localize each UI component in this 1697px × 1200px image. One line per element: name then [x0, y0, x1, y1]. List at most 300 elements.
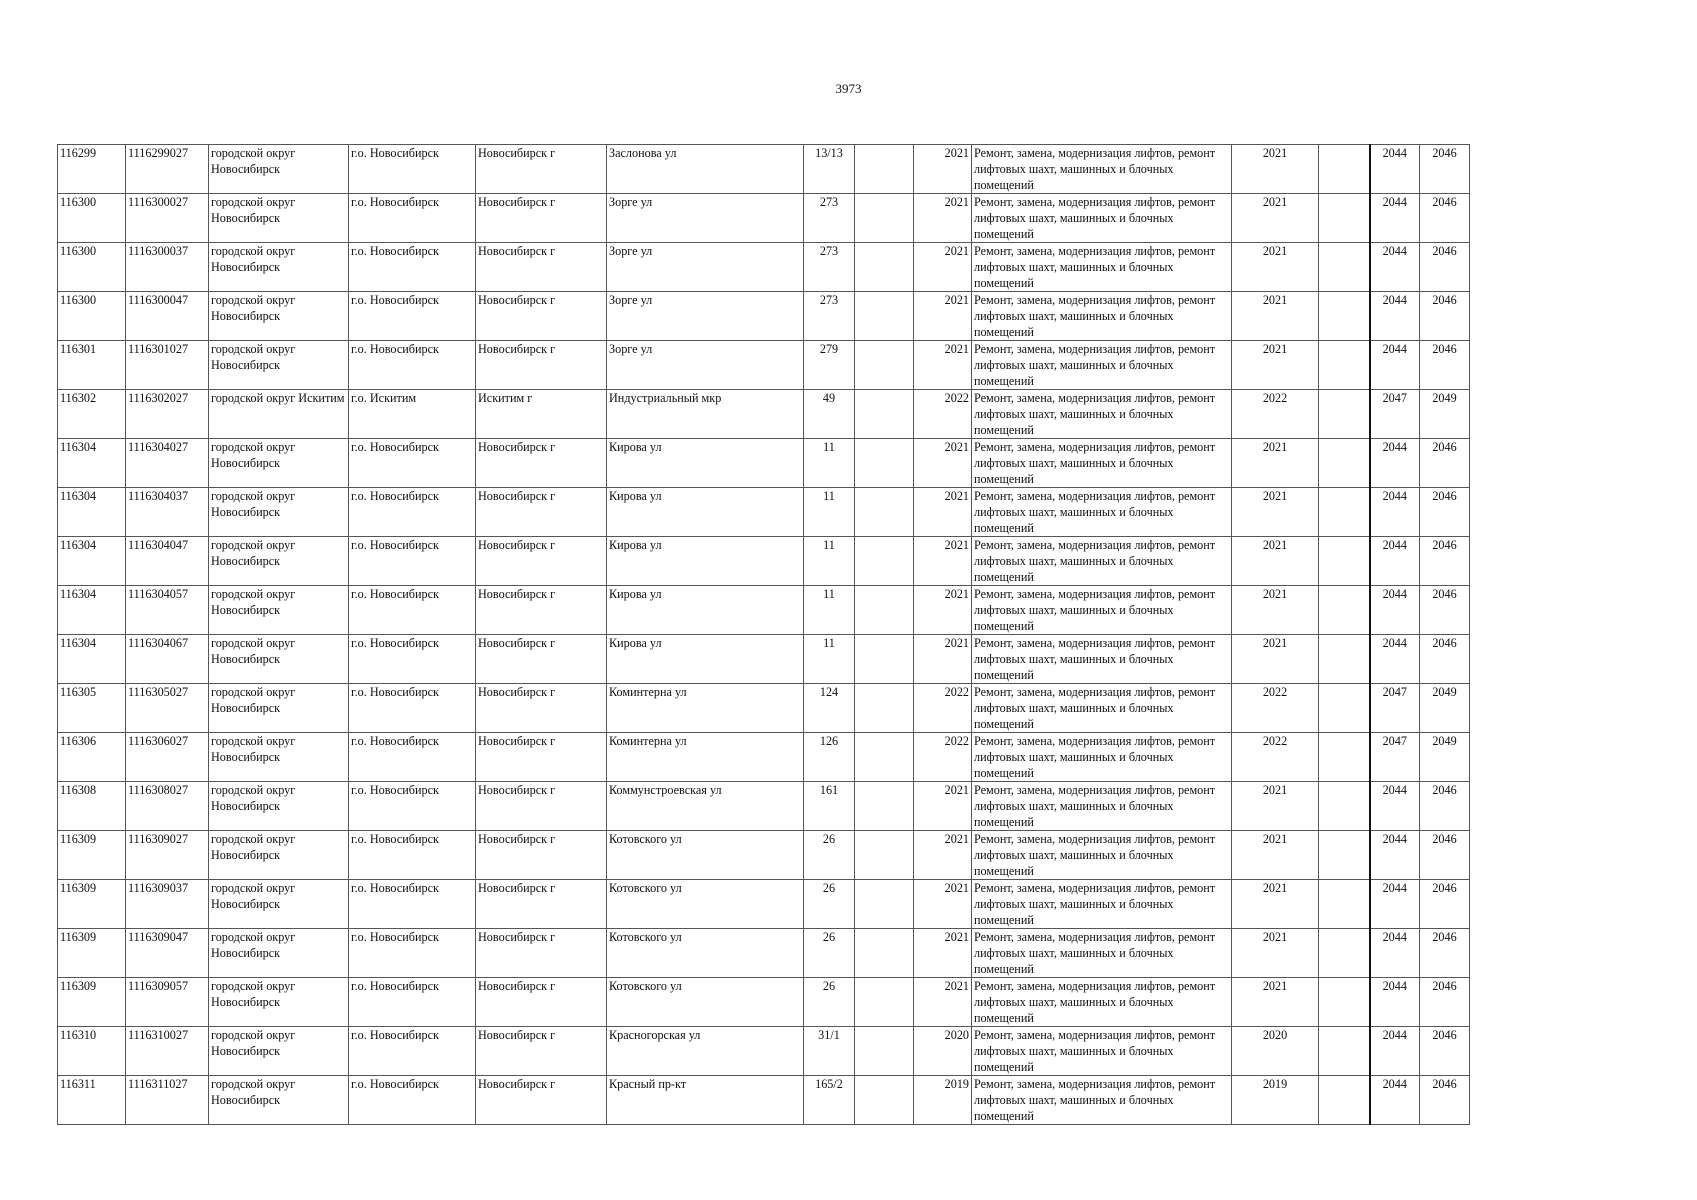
cell-year-from: 2047 [1370, 733, 1420, 782]
cell-year-from: 2044 [1370, 1027, 1420, 1076]
cell-work-type: Ремонт, замена, модернизация лифтов, ремонт лифтовых шахт, машинных и блочных помещений [972, 488, 1232, 537]
cell-year: 2021 [914, 145, 972, 194]
cell-code: 1116308027 [126, 782, 209, 831]
cell-work-type: Ремонт, замена, модернизация лифтов, ремонт лифтовых шахт, машинных и блочных помещений [972, 880, 1232, 929]
table-row [58, 1027, 1470, 1076]
cell-locality: Новосибирск г [476, 194, 607, 243]
cell-id: 116306 [58, 733, 126, 782]
cell-locality: Новосибирск г [476, 439, 607, 488]
cell-house: 279 [804, 341, 855, 390]
cell-locality: Новосибирск г [476, 292, 607, 341]
cell-municipality: городской округ Новосибирск [209, 586, 349, 635]
cell-year-from: 2044 [1370, 831, 1420, 880]
cell-id: 116300 [58, 243, 126, 292]
cell-work-type: Ремонт, замена, модернизация лифтов, ремонт лифтовых шахт, машинных и блочных помещений [972, 978, 1232, 1027]
cell-work-year: 2019 [1232, 1076, 1319, 1125]
cell-district: г.о. Новосибирск [349, 782, 476, 831]
cell-code: 1116310027 [126, 1027, 209, 1076]
cell-code: 1116300047 [126, 292, 209, 341]
cell-code: 1116304067 [126, 635, 209, 684]
cell-blank [1319, 243, 1370, 292]
table-row [58, 341, 1470, 390]
cell-work-type: Ремонт, замена, модернизация лифтов, ремонт лифтовых шахт, машинных и блочных помещений [972, 145, 1232, 194]
cell-blank [1319, 439, 1370, 488]
table-row [58, 978, 1470, 1027]
table-row [58, 684, 1470, 733]
table-row [58, 586, 1470, 635]
cell-year-to: 2046 [1420, 243, 1470, 292]
cell-work-type: Ремонт, замена, модернизация лифтов, ремонт лифтовых шахт, машинных и блочных помещений [972, 243, 1232, 292]
cell-district: г.о. Новосибирск [349, 1076, 476, 1125]
cell-year: 2021 [914, 194, 972, 243]
cell-year-to: 2046 [1420, 194, 1470, 243]
cell-street: Коминтерна ул [607, 733, 804, 782]
cell-house: 26 [804, 929, 855, 978]
cell-work-type: Ремонт, замена, модернизация лифтов, ремонт лифтовых шахт, машинных и блочных помещений [972, 292, 1232, 341]
cell-house: 11 [804, 439, 855, 488]
cell-district: г.о. Новосибирск [349, 733, 476, 782]
cell-blank [1319, 1027, 1370, 1076]
cell-house: 273 [804, 292, 855, 341]
cell-id: 116311 [58, 1076, 126, 1125]
cell-work-type: Ремонт, замена, модернизация лифтов, ремонт лифтовых шахт, машинных и блочных помещений [972, 586, 1232, 635]
cell-work-type: Ремонт, замена, модернизация лифтов, ремонт лифтовых шахт, машинных и блочных помещений [972, 390, 1232, 439]
cell-locality: Новосибирск г [476, 733, 607, 782]
cell-street: Зорге ул [607, 243, 804, 292]
cell-code: 1116309027 [126, 831, 209, 880]
cell-year-to: 2046 [1420, 831, 1470, 880]
cell-street: Кирова ул [607, 537, 804, 586]
cell-year-to: 2046 [1420, 929, 1470, 978]
cell-extra [855, 243, 914, 292]
cell-year-from: 2044 [1370, 243, 1420, 292]
table-row [58, 537, 1470, 586]
cell-house: 26 [804, 831, 855, 880]
cell-district: г.о. Новосибирск [349, 831, 476, 880]
cell-year-from: 2044 [1370, 978, 1420, 1027]
cell-id: 116309 [58, 929, 126, 978]
cell-house: 11 [804, 635, 855, 684]
cell-street: Котовского ул [607, 929, 804, 978]
cell-blank [1319, 831, 1370, 880]
cell-work-year: 2021 [1232, 145, 1319, 194]
cell-blank [1319, 145, 1370, 194]
cell-code: 1116305027 [126, 684, 209, 733]
cell-year: 2021 [914, 635, 972, 684]
cell-work-year: 2021 [1232, 537, 1319, 586]
cell-blank [1319, 635, 1370, 684]
cell-year-to: 2046 [1420, 488, 1470, 537]
cell-municipality: городской округ Новосибирск [209, 782, 349, 831]
cell-street: Котовского ул [607, 880, 804, 929]
cell-work-year: 2021 [1232, 292, 1319, 341]
table-row [58, 635, 1470, 684]
cell-district: г.о. Новосибирск [349, 488, 476, 537]
cell-work-year: 2021 [1232, 831, 1319, 880]
cell-year-from: 2044 [1370, 586, 1420, 635]
cell-work-year: 2021 [1232, 194, 1319, 243]
cell-extra [855, 439, 914, 488]
cell-district: г.о. Новосибирск [349, 880, 476, 929]
cell-work-year: 2021 [1232, 880, 1319, 929]
cell-year: 2021 [914, 929, 972, 978]
cell-house: 273 [804, 194, 855, 243]
cell-year-from: 2044 [1370, 929, 1420, 978]
cell-year: 2021 [914, 880, 972, 929]
cell-locality: Новосибирск г [476, 782, 607, 831]
cell-id: 116302 [58, 390, 126, 439]
cell-work-type: Ремонт, замена, модернизация лифтов, ремонт лифтовых шахт, машинных и блочных помещений [972, 537, 1232, 586]
table-row [58, 145, 1470, 194]
cell-street: Коммунстроевская ул [607, 782, 804, 831]
cell-street: Котовского ул [607, 978, 804, 1027]
table-row [58, 929, 1470, 978]
cell-id: 116304 [58, 537, 126, 586]
cell-house: 273 [804, 243, 855, 292]
cell-municipality: городской округ Новосибирск [209, 733, 349, 782]
cell-year-to: 2046 [1420, 1027, 1470, 1076]
cell-municipality: городской округ Новосибирск [209, 1027, 349, 1076]
cell-house: 124 [804, 684, 855, 733]
cell-year: 2021 [914, 488, 972, 537]
cell-extra [855, 831, 914, 880]
cell-id: 116304 [58, 439, 126, 488]
cell-extra [855, 782, 914, 831]
cell-extra [855, 586, 914, 635]
cell-code: 1116299027 [126, 145, 209, 194]
cell-extra [855, 733, 914, 782]
cell-work-year: 2021 [1232, 586, 1319, 635]
cell-locality: Искитим г [476, 390, 607, 439]
cell-work-year: 2022 [1232, 733, 1319, 782]
cell-house: 26 [804, 978, 855, 1027]
cell-blank [1319, 488, 1370, 537]
cell-house: 11 [804, 488, 855, 537]
cell-district: г.о. Новосибирск [349, 194, 476, 243]
cell-work-type: Ремонт, замена, модернизация лифтов, ремонт лифтовых шахт, машинных и блочных помещений [972, 439, 1232, 488]
cell-id: 116300 [58, 194, 126, 243]
cell-municipality: городской округ Новосибирск [209, 635, 349, 684]
cell-house: 13/13 [804, 145, 855, 194]
cell-district: г.о. Новосибирск [349, 586, 476, 635]
cell-year: 2021 [914, 439, 972, 488]
cell-extra [855, 488, 914, 537]
table-row [58, 782, 1470, 831]
cell-year-to: 2046 [1420, 341, 1470, 390]
cell-code: 1116309057 [126, 978, 209, 1027]
cell-district: г.о. Новосибирск [349, 145, 476, 194]
table-row [58, 292, 1470, 341]
cell-code: 1116306027 [126, 733, 209, 782]
cell-year-from: 2044 [1370, 635, 1420, 684]
cell-work-year: 2021 [1232, 243, 1319, 292]
cell-locality: Новосибирск г [476, 1076, 607, 1125]
cell-street: Кирова ул [607, 439, 804, 488]
cell-id: 116309 [58, 831, 126, 880]
cell-street: Кирова ул [607, 635, 804, 684]
cell-extra [855, 390, 914, 439]
cell-locality: Новосибирск г [476, 341, 607, 390]
cell-blank [1319, 684, 1370, 733]
cell-year-from: 2044 [1370, 341, 1420, 390]
table-row [58, 733, 1470, 782]
cell-district: г.о. Новосибирск [349, 978, 476, 1027]
cell-street: Кирова ул [607, 488, 804, 537]
cell-street: Зорге ул [607, 194, 804, 243]
registry-table [57, 144, 1470, 1125]
cell-street: Кирова ул [607, 586, 804, 635]
cell-id: 116310 [58, 1027, 126, 1076]
cell-work-type: Ремонт, замена, модернизация лифтов, ремонт лифтовых шахт, машинных и блочных помещений [972, 194, 1232, 243]
cell-year: 2022 [914, 733, 972, 782]
cell-blank [1319, 782, 1370, 831]
cell-house: 26 [804, 880, 855, 929]
cell-code: 1116302027 [126, 390, 209, 439]
cell-id: 116309 [58, 978, 126, 1027]
cell-locality: Новосибирск г [476, 586, 607, 635]
cell-id: 116308 [58, 782, 126, 831]
cell-district: г.о. Новосибирск [349, 439, 476, 488]
cell-blank [1319, 880, 1370, 929]
cell-house: 11 [804, 537, 855, 586]
cell-year-from: 2044 [1370, 782, 1420, 831]
cell-year-from: 2044 [1370, 1076, 1420, 1125]
cell-year: 2021 [914, 978, 972, 1027]
cell-id: 116304 [58, 635, 126, 684]
cell-work-type: Ремонт, замена, модернизация лифтов, ремонт лифтовых шахт, машинных и блочных помещений [972, 1076, 1232, 1125]
cell-year-from: 2044 [1370, 439, 1420, 488]
cell-work-year: 2021 [1232, 439, 1319, 488]
cell-work-year: 2021 [1232, 782, 1319, 831]
cell-code: 1116300037 [126, 243, 209, 292]
cell-blank [1319, 537, 1370, 586]
cell-code: 1116301027 [126, 341, 209, 390]
cell-street: Зорге ул [607, 292, 804, 341]
cell-extra [855, 635, 914, 684]
cell-work-type: Ремонт, замена, модернизация лифтов, ремонт лифтовых шахт, машинных и блочных помещений [972, 341, 1232, 390]
cell-work-year: 2021 [1232, 978, 1319, 1027]
cell-year-from: 2047 [1370, 390, 1420, 439]
cell-blank [1319, 733, 1370, 782]
cell-year: 2021 [914, 292, 972, 341]
cell-code: 1116311027 [126, 1076, 209, 1125]
cell-district: г.о. Новосибирск [349, 341, 476, 390]
cell-blank [1319, 586, 1370, 635]
cell-extra [855, 194, 914, 243]
cell-work-year: 2021 [1232, 635, 1319, 684]
cell-municipality: городской округ Новосибирск [209, 684, 349, 733]
cell-code: 1116309047 [126, 929, 209, 978]
cell-district: г.о. Новосибирск [349, 537, 476, 586]
cell-year: 2019 [914, 1076, 972, 1125]
cell-year-to: 2046 [1420, 978, 1470, 1027]
cell-street: Коминтерна ул [607, 684, 804, 733]
cell-house: 126 [804, 733, 855, 782]
cell-code: 1116304057 [126, 586, 209, 635]
cell-year-to: 2049 [1420, 390, 1470, 439]
cell-year-to: 2049 [1420, 733, 1470, 782]
cell-year-to: 2046 [1420, 635, 1470, 684]
cell-district: г.о. Новосибирск [349, 684, 476, 733]
cell-municipality: городской округ Новосибирск [209, 978, 349, 1027]
cell-year-to: 2046 [1420, 1076, 1470, 1125]
cell-id: 116301 [58, 341, 126, 390]
cell-year: 2021 [914, 537, 972, 586]
cell-municipality: городской округ Новосибирск [209, 831, 349, 880]
cell-district: г.о. Новосибирск [349, 929, 476, 978]
cell-house: 11 [804, 586, 855, 635]
cell-year: 2022 [914, 684, 972, 733]
cell-house: 165/2 [804, 1076, 855, 1125]
cell-municipality: городской округ Новосибирск [209, 929, 349, 978]
cell-street: Красногорская ул [607, 1027, 804, 1076]
cell-extra [855, 1027, 914, 1076]
cell-locality: Новосибирск г [476, 243, 607, 292]
cell-blank [1319, 929, 1370, 978]
cell-work-type: Ремонт, замена, модернизация лифтов, ремонт лифтовых шахт, машинных и блочных помещений [972, 1027, 1232, 1076]
cell-year-from: 2044 [1370, 537, 1420, 586]
cell-locality: Новосибирск г [476, 684, 607, 733]
table-row [58, 194, 1470, 243]
cell-house: 161 [804, 782, 855, 831]
cell-year-from: 2044 [1370, 880, 1420, 929]
cell-year: 2021 [914, 341, 972, 390]
cell-year-to: 2046 [1420, 292, 1470, 341]
cell-id: 116299 [58, 145, 126, 194]
cell-year: 2021 [914, 586, 972, 635]
cell-blank [1319, 292, 1370, 341]
cell-year-to: 2046 [1420, 145, 1470, 194]
cell-locality: Новосибирск г [476, 831, 607, 880]
cell-extra [855, 292, 914, 341]
cell-work-type: Ремонт, замена, модернизация лифтов, ремонт лифтовых шахт, машинных и блочных помещений [972, 831, 1232, 880]
cell-district: г.о. Новосибирск [349, 1027, 476, 1076]
cell-year: 2022 [914, 390, 972, 439]
cell-year-to: 2046 [1420, 586, 1470, 635]
cell-id: 116309 [58, 880, 126, 929]
cell-work-year: 2022 [1232, 684, 1319, 733]
cell-locality: Новосибирск г [476, 1027, 607, 1076]
cell-year-to: 2046 [1420, 537, 1470, 586]
cell-locality: Новосибирск г [476, 929, 607, 978]
cell-district: г.о. Новосибирск [349, 292, 476, 341]
cell-locality: Новосибирск г [476, 488, 607, 537]
cell-municipality: городской округ Новосибирск [209, 488, 349, 537]
cell-year-to: 2049 [1420, 684, 1470, 733]
cell-year-to: 2046 [1420, 439, 1470, 488]
cell-year-from: 2044 [1370, 488, 1420, 537]
cell-id: 116304 [58, 488, 126, 537]
cell-work-type: Ремонт, замена, модернизация лифтов, ремонт лифтовых шахт, машинных и блочных помещений [972, 733, 1232, 782]
cell-extra [855, 978, 914, 1027]
cell-code: 1116300027 [126, 194, 209, 243]
cell-year: 2020 [914, 1027, 972, 1076]
cell-district: г.о. Новосибирск [349, 635, 476, 684]
registry-body [58, 145, 1470, 1125]
cell-work-type: Ремонт, замена, модернизация лифтов, ремонт лифтовых шахт, машинных и блочных помещений [972, 635, 1232, 684]
cell-work-year: 2022 [1232, 390, 1319, 439]
cell-municipality: городской округ Новосибирск [209, 880, 349, 929]
cell-municipality: городской округ Новосибирск [209, 439, 349, 488]
cell-municipality: городской округ Новосибирск [209, 537, 349, 586]
cell-id: 116300 [58, 292, 126, 341]
cell-municipality: городской округ Новосибирск [209, 1076, 349, 1125]
cell-extra [855, 341, 914, 390]
cell-municipality: городской округ Искитим [209, 390, 349, 439]
cell-extra [855, 684, 914, 733]
cell-municipality: городской округ Новосибирск [209, 243, 349, 292]
cell-year-from: 2044 [1370, 292, 1420, 341]
cell-work-type: Ремонт, замена, модернизация лифтов, ремонт лифтовых шахт, машинных и блочных помещений [972, 684, 1232, 733]
table-row [58, 488, 1470, 537]
cell-district: г.о. Искитим [349, 390, 476, 439]
cell-id: 116304 [58, 586, 126, 635]
cell-year: 2021 [914, 782, 972, 831]
cell-locality: Новосибирск г [476, 880, 607, 929]
cell-extra [855, 537, 914, 586]
cell-street: Котовского ул [607, 831, 804, 880]
cell-street: Зорге ул [607, 341, 804, 390]
cell-municipality: городской округ Новосибирск [209, 341, 349, 390]
cell-work-type: Ремонт, замена, модернизация лифтов, ремонт лифтовых шахт, машинных и блочных помещений [972, 782, 1232, 831]
cell-blank [1319, 341, 1370, 390]
cell-year-to: 2046 [1420, 880, 1470, 929]
cell-locality: Новосибирск г [476, 978, 607, 1027]
table-row [58, 243, 1470, 292]
cell-year-from: 2044 [1370, 145, 1420, 194]
cell-year-from: 2047 [1370, 684, 1420, 733]
cell-municipality: городской округ Новосибирск [209, 194, 349, 243]
cell-id: 116305 [58, 684, 126, 733]
table-row [58, 390, 1470, 439]
cell-street: Индустриальный мкр [607, 390, 804, 439]
cell-year: 2021 [914, 831, 972, 880]
cell-blank [1319, 390, 1370, 439]
cell-code: 1116304027 [126, 439, 209, 488]
table-row [58, 880, 1470, 929]
page-number: 3973 [835, 81, 862, 96]
cell-district: г.о. Новосибирск [349, 243, 476, 292]
cell-work-year: 2020 [1232, 1027, 1319, 1076]
cell-house: 31/1 [804, 1027, 855, 1076]
cell-code: 1116304037 [126, 488, 209, 537]
cell-year: 2021 [914, 243, 972, 292]
cell-extra [855, 880, 914, 929]
cell-locality: Новосибирск г [476, 635, 607, 684]
cell-house: 49 [804, 390, 855, 439]
cell-street: Красный пр-кт [607, 1076, 804, 1125]
cell-municipality: городской округ Новосибирск [209, 292, 349, 341]
cell-code: 1116304047 [126, 537, 209, 586]
cell-blank [1319, 978, 1370, 1027]
cell-municipality: городской округ Новосибирск [209, 145, 349, 194]
cell-locality: Новосибирск г [476, 145, 607, 194]
cell-year-to: 2046 [1420, 782, 1470, 831]
table-row [58, 439, 1470, 488]
table-row [58, 831, 1470, 880]
cell-year-from: 2044 [1370, 194, 1420, 243]
cell-code: 1116309037 [126, 880, 209, 929]
cell-street: Заслонова ул [607, 145, 804, 194]
cell-work-type: Ремонт, замена, модернизация лифтов, ремонт лифтовых шахт, машинных и блочных помещений [972, 929, 1232, 978]
cell-blank [1319, 1076, 1370, 1125]
cell-extra [855, 1076, 914, 1125]
cell-extra [855, 145, 914, 194]
cell-work-year: 2021 [1232, 341, 1319, 390]
cell-work-year: 2021 [1232, 929, 1319, 978]
cell-work-year: 2021 [1232, 488, 1319, 537]
cell-extra [855, 929, 914, 978]
